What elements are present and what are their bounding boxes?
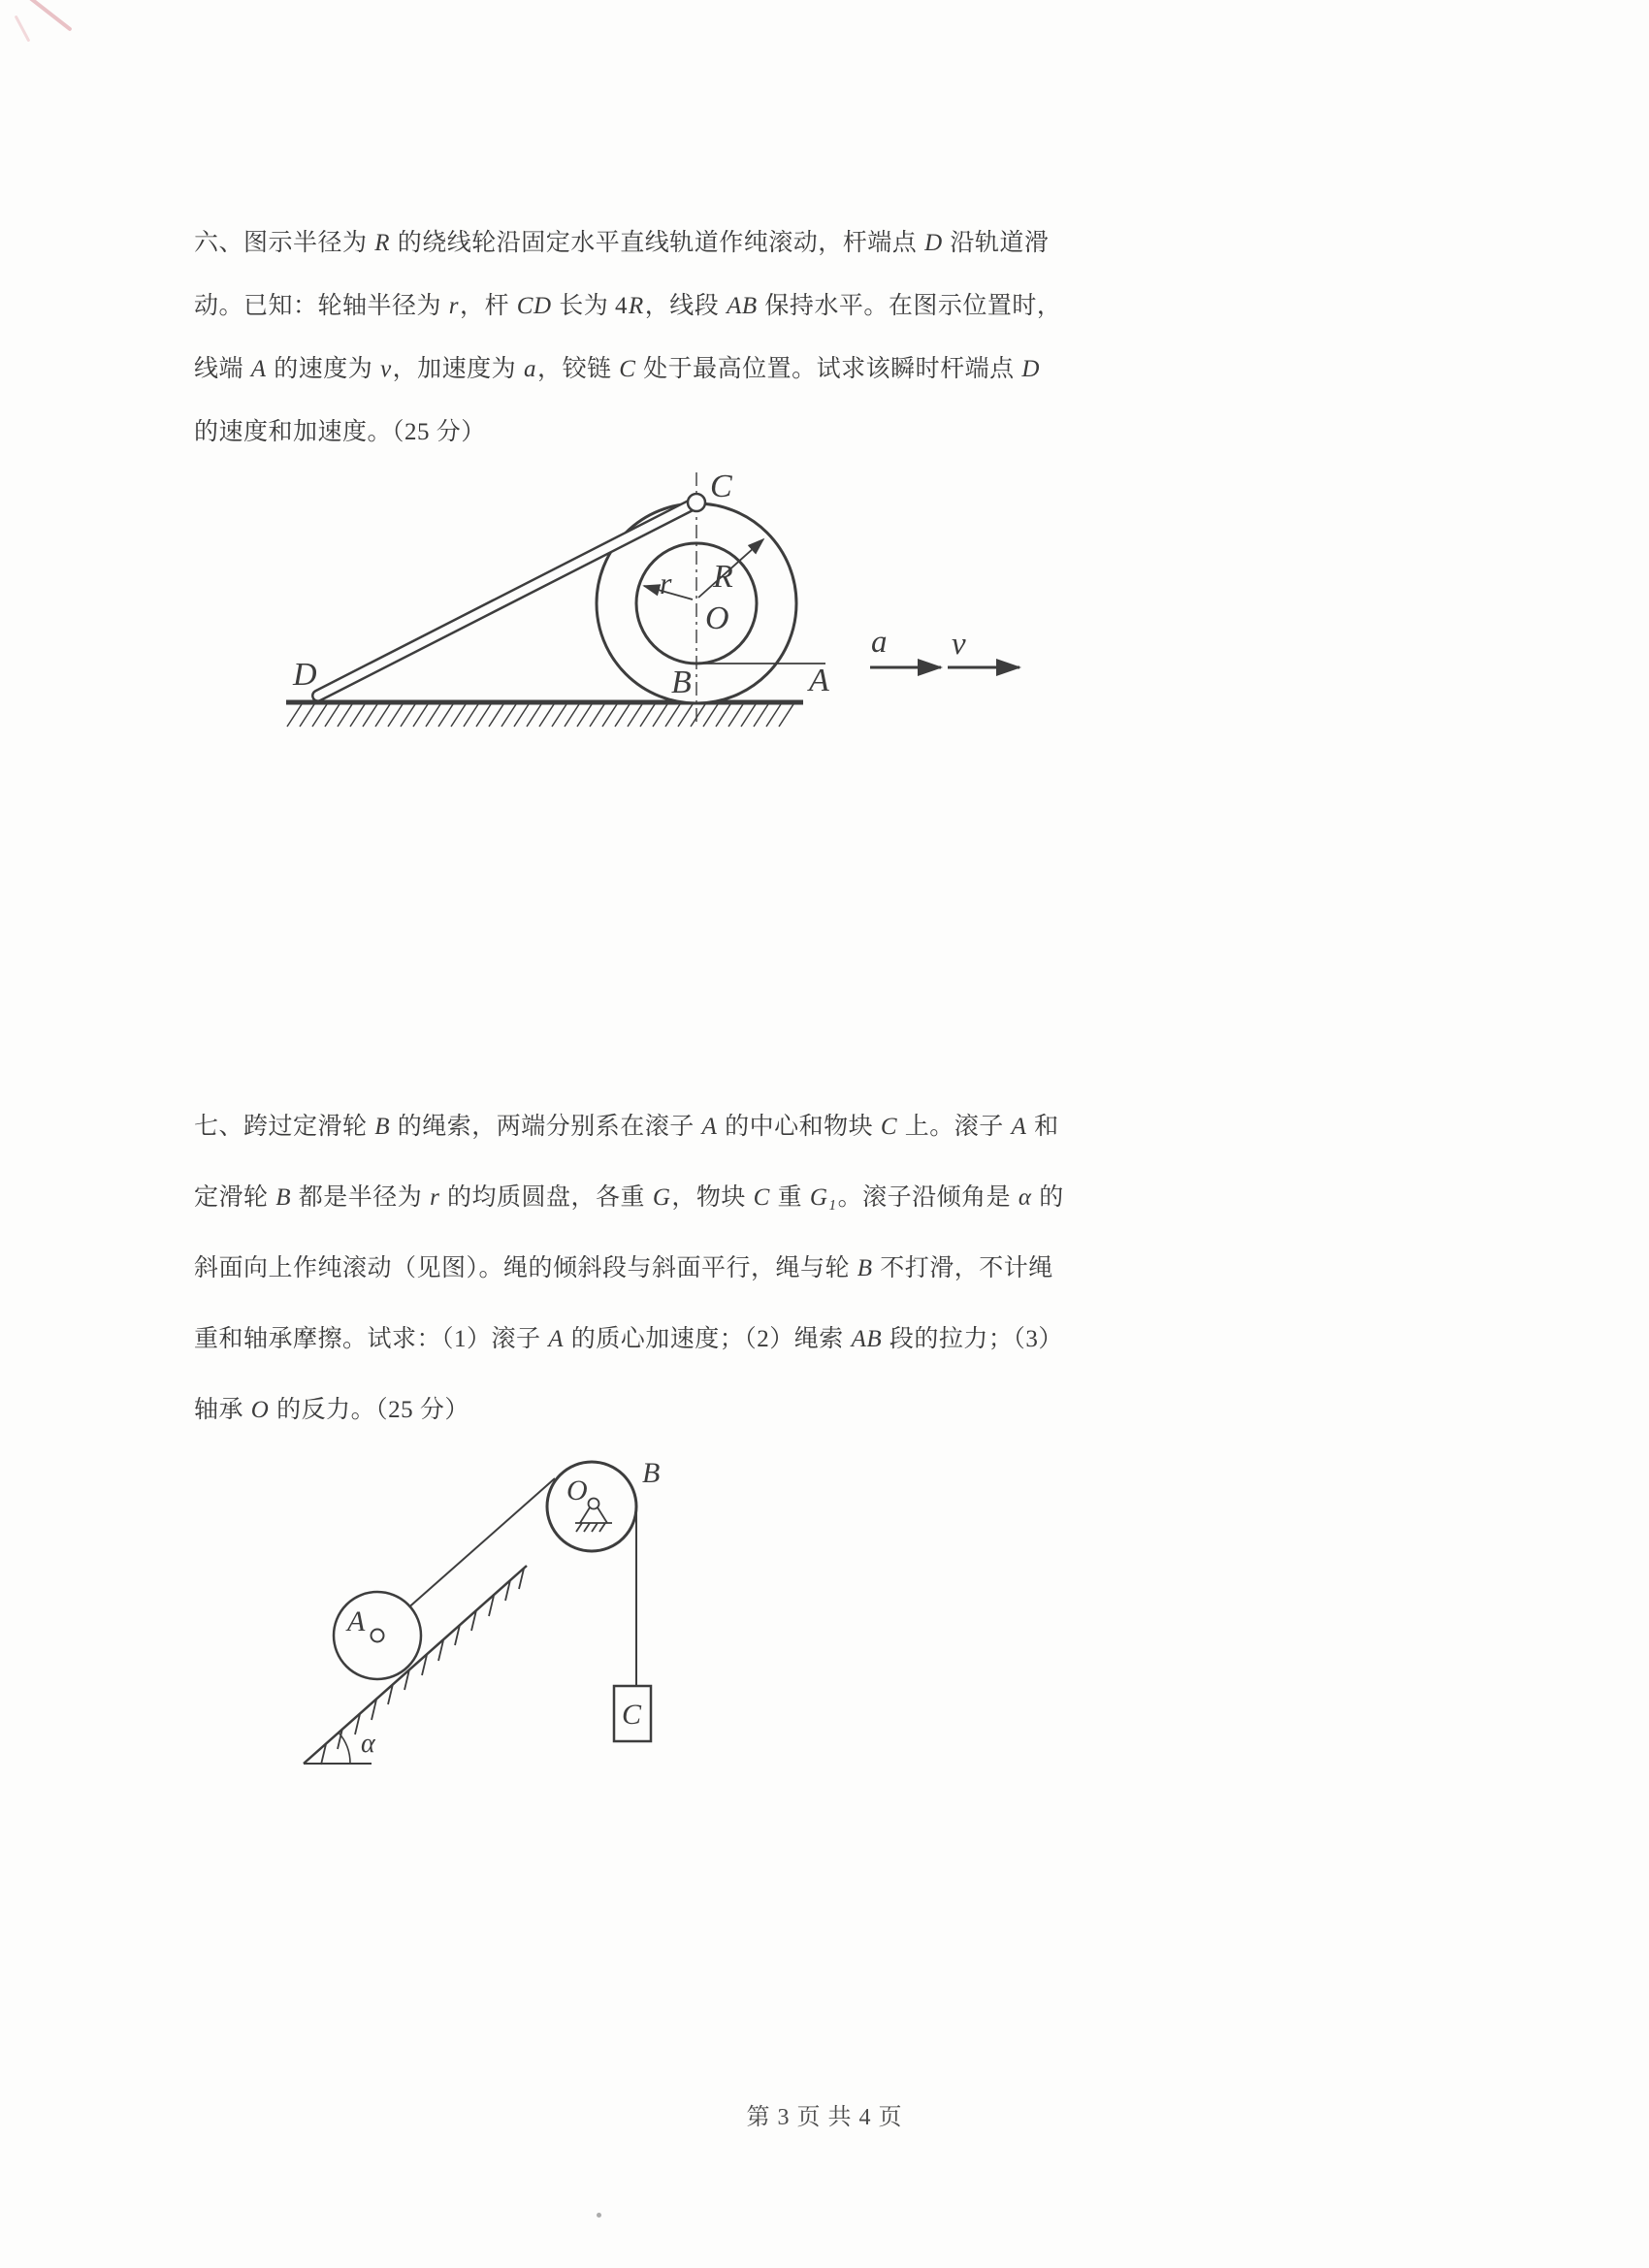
scan-artifact-pink <box>22 0 72 32</box>
label-R: R <box>713 559 733 595</box>
label-B: B <box>671 664 692 700</box>
figure-incline-pulley-diagram <box>272 1445 679 1824</box>
problem7-line: 轴承 O 的反力。（25 分） <box>194 1397 469 1423</box>
label-O: O <box>705 600 729 636</box>
label-C: C <box>710 469 732 504</box>
problem7-line: 重和轴承摩擦。试求：（1）滚子 A 的质心加速度；（2）绳索 AB 段的拉力；（3） <box>194 1326 1063 1352</box>
problem7-line: 七、跨过定滑轮 B 的绳索，两端分别系在滚子 A 的中心和物块 C 上。滚子 A 和 <box>194 1114 1059 1140</box>
problem7-statement <box>194 1091 1261 1445</box>
page-number-footer: 第 3 页 共 4 页 <box>746 2105 903 2130</box>
problem6-line: 的速度和加速度。（25 分） <box>194 419 486 445</box>
problem6-line: 六、图示半径为 R 的绕线轮沿固定水平直线轨道作纯滚动，杆端点 D 沿轨道滑 <box>194 230 1050 256</box>
label-A: A <box>347 1605 366 1637</box>
incline-line <box>304 1566 527 1764</box>
label-O: O <box>566 1474 588 1507</box>
figure-spool-diagram <box>242 456 1048 747</box>
hinge-C-circle <box>688 494 705 511</box>
scan-artifact-dot <box>597 2213 601 2218</box>
problem6-line: 线端 A 的速度为 v，加速度为 a，铰链 C 处于最高位置。试求该瞬时杆端点 D <box>194 356 1040 382</box>
label-a: a <box>871 625 888 660</box>
label-C: C <box>622 1699 642 1731</box>
problem7-line: 斜面向上作纯滚动（见图）。绳的倾斜段与斜面平行，绳与轮 B 不打滑，不计绳 <box>194 1255 1053 1281</box>
scan-artifact-pink <box>15 16 31 43</box>
label-alpha: α <box>361 1729 375 1759</box>
label-r: r <box>660 566 672 600</box>
label-B: B <box>642 1457 661 1489</box>
problem6-statement <box>194 211 1261 464</box>
roller-A-hub <box>372 1630 384 1642</box>
label-D: D <box>293 657 317 693</box>
ground-hatching <box>287 704 793 727</box>
label-v: v <box>952 627 966 662</box>
problem7-line: 定滑轮 B 都是半径为 r 的均质圆盘，各重 G，物块 C 重 G₁。滚子沿倾角是 α 的 <box>194 1184 1064 1211</box>
problem6-line: 动。已知：轮轴半径为 r，杆 CD 长为 4R，线段 AB 保持水平。在图示位置时， <box>194 293 1062 319</box>
label-A: A <box>809 663 829 698</box>
